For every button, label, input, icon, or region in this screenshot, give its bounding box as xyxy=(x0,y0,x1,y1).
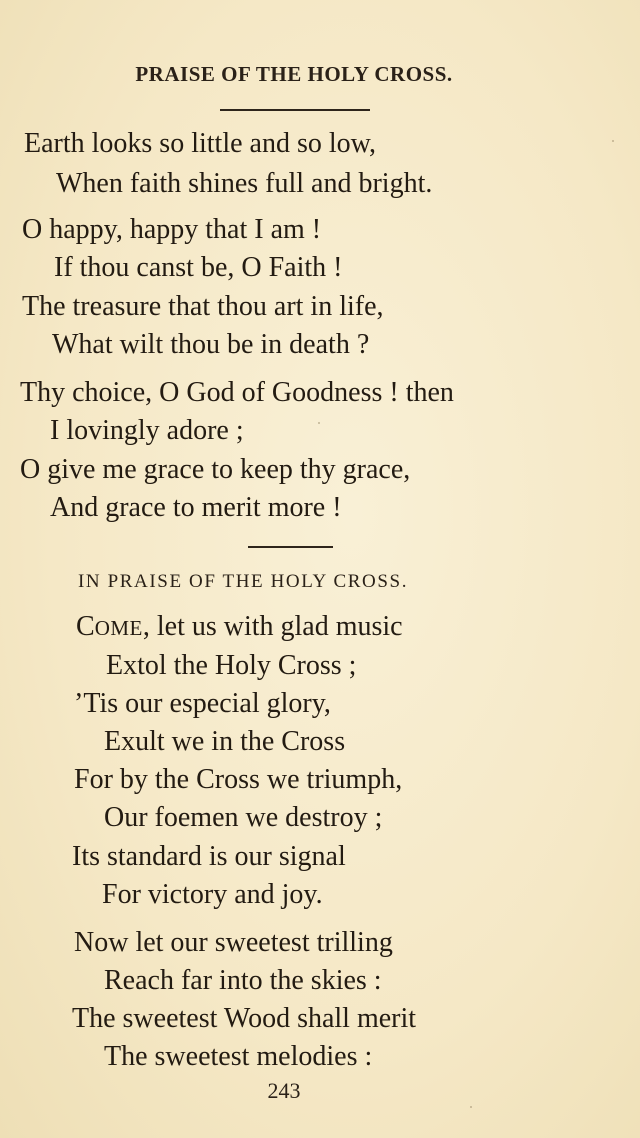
poem-two-line-5: For by the Cross we triumph, xyxy=(74,764,403,795)
poem-one-line-2: When faith shines full and bright. xyxy=(56,168,433,199)
poem-one-line-9: O give me grace to keep thy grace, xyxy=(20,454,411,485)
poem-two-line-1: COME, let us with glad music xyxy=(76,611,403,642)
poem-two-line-9: Now let our sweetest trilling xyxy=(74,927,393,958)
poem-one-line-5: The treasure that thou art in life, xyxy=(22,291,384,322)
poem-two-title: IN PRAISE OF THE HOLY CROSS. xyxy=(78,571,409,592)
page-number: 243 xyxy=(267,1078,301,1103)
poem-one-line-4: If thou canst be, O Faith ! xyxy=(54,252,343,283)
poem-one-line-3: O happy, happy that I am ! xyxy=(22,214,322,245)
poem-one-line-1: Earth looks so little and so low, xyxy=(24,128,377,159)
poem-one-line-6: What wilt thou be in death ? xyxy=(52,329,370,360)
poem-two-line-2: Extol the Holy Cross ; xyxy=(106,650,357,681)
header-rule xyxy=(220,109,370,111)
poem-two-line-10: Reach far into the skies : xyxy=(104,965,382,996)
section-rule xyxy=(248,546,333,548)
poem-two-line-11: The sweetest Wood shall merit xyxy=(72,1003,417,1034)
paper-speck xyxy=(612,140,614,142)
poem-two-line-7: Its standard is our signal xyxy=(72,841,346,872)
poem-two-line-6: Our foemen we destroy ; xyxy=(104,802,383,833)
poem-two-line-12: The sweetest melodies : xyxy=(104,1041,373,1072)
poem-two-line-8: For victory and joy. xyxy=(102,879,323,910)
poem-two-line-4: Exult we in the Cross xyxy=(104,726,346,757)
poem-two-line-3: ’Tis our especial glory, xyxy=(74,688,331,719)
running-head: PRAISE OF THE HOLY CROSS. xyxy=(135,62,453,86)
paper-speck xyxy=(318,422,320,424)
poem-one-line-10: And grace to merit more ! xyxy=(50,492,342,523)
poem-one-line-7: Thy choice, O God of Goodness ! then xyxy=(20,377,454,408)
poem-one-line-8: I lovingly adore ; xyxy=(50,415,244,446)
paper-speck xyxy=(470,1106,472,1108)
